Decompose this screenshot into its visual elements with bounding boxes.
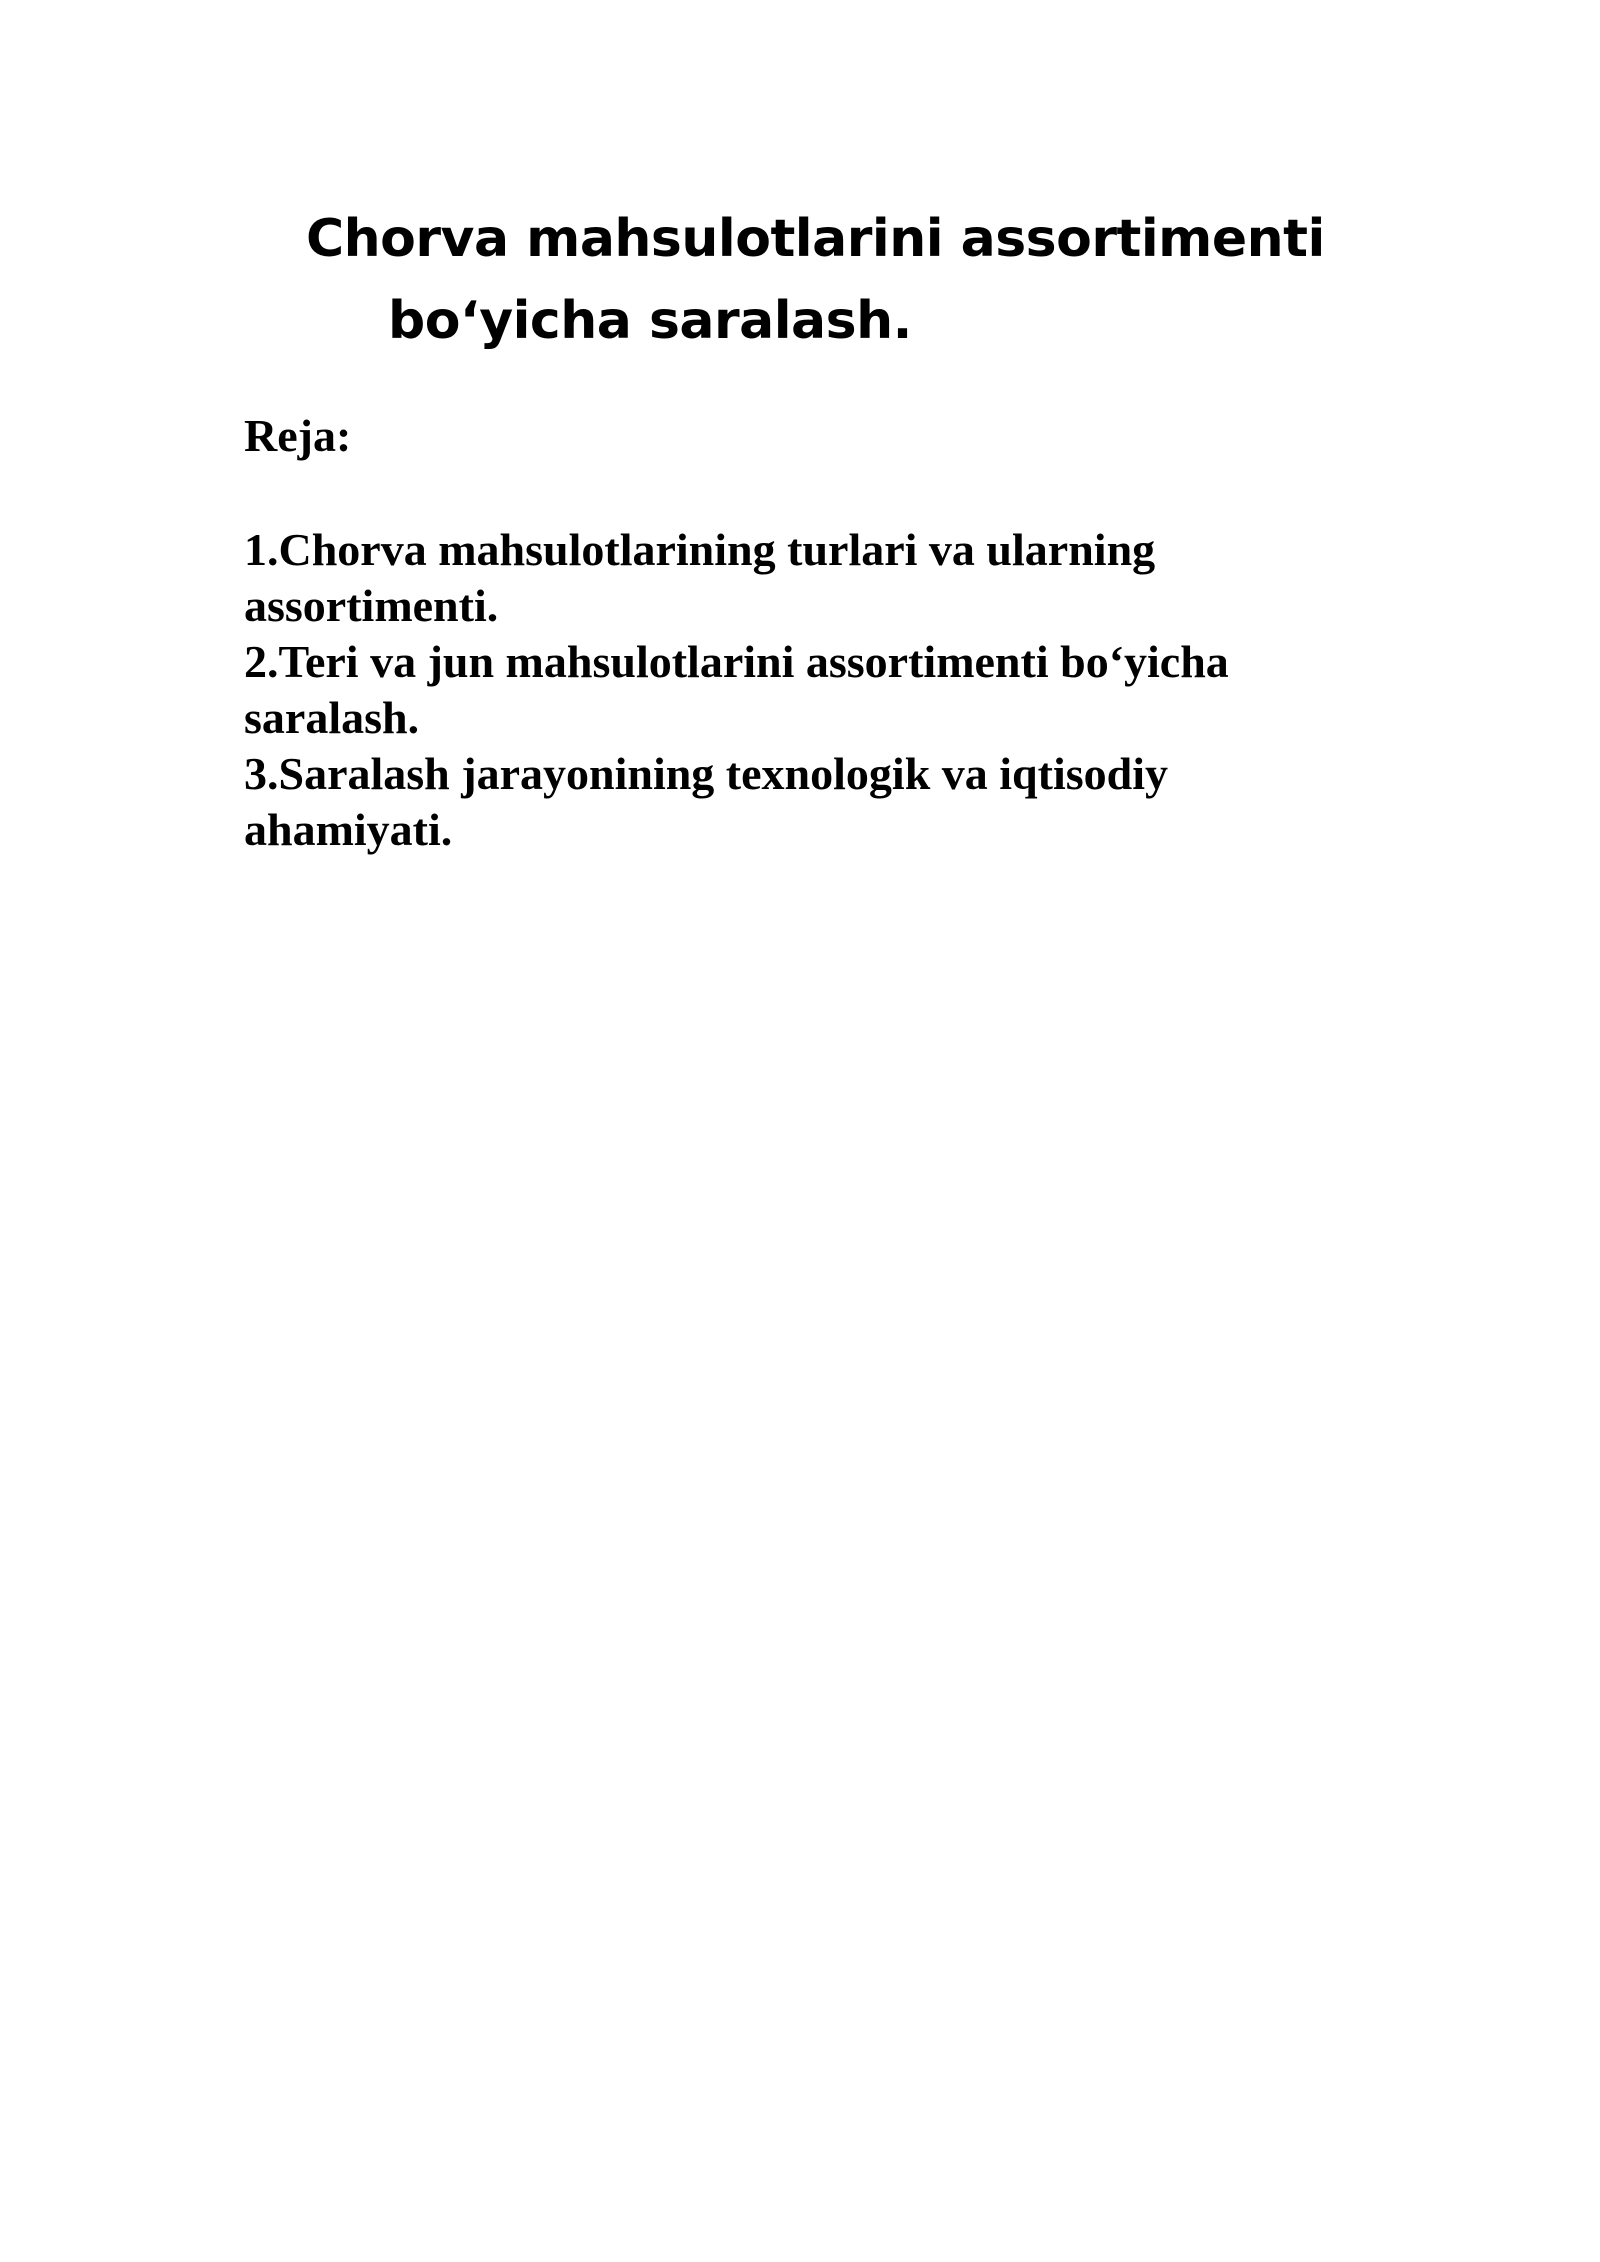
plan-item-3: 3.Saralash jarayonining texnologik va iqtisodiy ahamiyati. [244, 748, 1168, 855]
document-title [306, 198, 1406, 362]
title-line-2: bo‘yicha saralash. [388, 291, 912, 351]
plan-heading: Reja: [244, 410, 352, 461]
plan-item-1: 1.Chorva mahsulotlarining turlari va ularning assortimenti. [244, 524, 1156, 631]
plan-item-2: 2.Teri va jun mahsulotlarini assortimenti bo‘yicha saralash. [244, 636, 1229, 743]
plan-list [244, 522, 1324, 858]
title-line-1: Chorva mahsulotlarini assortimenti [306, 209, 1325, 269]
